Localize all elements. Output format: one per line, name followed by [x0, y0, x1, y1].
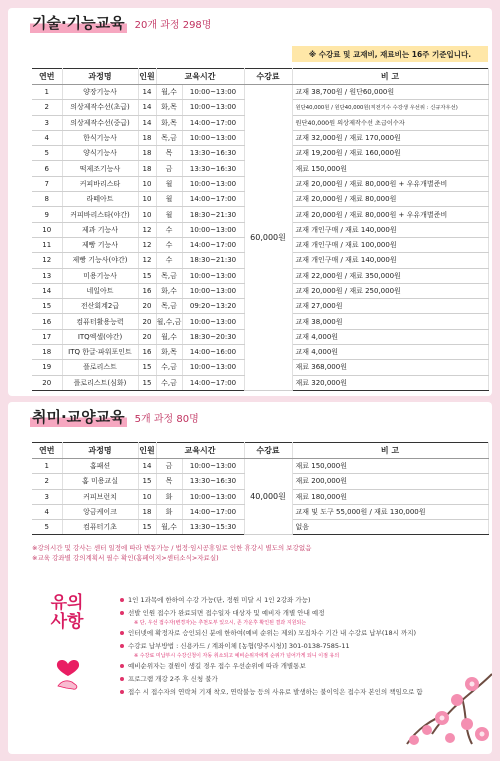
head-count: 10 [138, 207, 156, 222]
course-name: 커피바리스타(야간) [62, 207, 138, 222]
row-number: 8 [32, 192, 62, 207]
row-number: 9 [32, 207, 62, 222]
class-day: 목,금 [156, 299, 182, 314]
class-time: 10:00~13:00 [182, 222, 244, 237]
head-count: 16 [138, 345, 156, 360]
table-row [32, 85, 488, 100]
course-fee: 40,000원 [244, 459, 292, 535]
class-time: 09:20~13:20 [182, 299, 244, 314]
row-number: 3 [32, 115, 62, 130]
class-day: 화,목 [156, 345, 182, 360]
head-count: 14 [138, 115, 156, 130]
header-course: 과정명 [62, 69, 138, 85]
head-count: 14 [138, 100, 156, 115]
header-note: 비 고 [292, 443, 488, 459]
class-time: 14:00~17:00 [182, 375, 244, 390]
course-note: 원단40,000원 의상제작수선 초급이수자 [292, 115, 488, 130]
course-note: 교재 20,000원 / 재료 80,000원 + 우유개별준비 [292, 176, 488, 191]
head-count: 18 [138, 146, 156, 161]
course-name: 컴퓨터기초 [62, 520, 138, 535]
caution-item: 예비순위자는 결원이 생길 경우 접수 우선순위에 따라 개별통보 [120, 660, 465, 673]
caution-item: 선발 인원 접수가 완료되면 접수일자 대상자 및 예비자 개별 안내 예정 [120, 607, 465, 620]
footnote-plan: ※교육 강좌별 강의계획서 필수 확인(홈페이지>센터소식>자료실) [32, 554, 219, 562]
header-no: 연번 [32, 69, 62, 85]
row-number: 1 [32, 85, 62, 100]
row-number: 7 [32, 176, 62, 191]
header-note: 비 고 [292, 69, 488, 85]
head-count: 18 [138, 161, 156, 176]
class-day: 월,수 [156, 520, 182, 535]
course-note: 재료 150,000원 [292, 161, 488, 176]
row-number: 5 [32, 146, 62, 161]
head-count: 18 [138, 504, 156, 519]
header-count: 인원 [138, 69, 156, 85]
head-count: 10 [138, 192, 156, 207]
class-day: 수 [156, 237, 182, 252]
course-note: 교재 27,000원 [292, 299, 488, 314]
course-name: 의상제작수선(중급) [62, 115, 138, 130]
class-day: 화 [156, 504, 182, 519]
course-note: 재료 320,000원 [292, 375, 488, 390]
row-number: 19 [32, 360, 62, 375]
caution-title: 유의 사항 [50, 593, 84, 632]
course-fee: 60,000원 [244, 85, 292, 391]
row-number: 10 [32, 222, 62, 237]
course-name: 양장기능사 [62, 85, 138, 100]
table-row [32, 459, 488, 474]
row-number: 4 [32, 504, 62, 519]
head-count: 10 [138, 489, 156, 504]
course-note: 교재 4,000원 [292, 329, 488, 344]
header-fee: 수강료 [244, 69, 292, 85]
header-no: 연번 [32, 443, 62, 459]
class-time: 13:30~16:30 [182, 474, 244, 489]
course-note: 교재 및 도구 55,000원 / 재료 130,000원 [292, 504, 488, 519]
class-day: 화 [156, 489, 182, 504]
row-number: 2 [32, 100, 62, 115]
course-note: 교재 20,000원 / 재료 80,000원 + 우유개별준비 [292, 207, 488, 222]
row-number: 16 [32, 314, 62, 329]
head-count: 14 [138, 85, 156, 100]
class-time: 18:30~21:30 [182, 253, 244, 268]
course-name: 컴퓨터활용능력 [62, 314, 138, 329]
class-time: 10:00~13:00 [182, 100, 244, 115]
head-count: 10 [138, 176, 156, 191]
class-day: 월 [156, 192, 182, 207]
class-time: 10:00~13:00 [182, 283, 244, 298]
class-day: 수,금 [156, 375, 182, 390]
course-note: 재료 150,000원 [292, 459, 488, 474]
head-count: 15 [138, 268, 156, 283]
head-count: 20 [138, 299, 156, 314]
course-name: 제빵 기능사 [62, 237, 138, 252]
row-number: 15 [32, 299, 62, 314]
course-name: 네일아트 [62, 283, 138, 298]
class-time: 10:00~13:00 [182, 268, 244, 283]
class-time: 14:00~17:00 [182, 192, 244, 207]
course-name: 의상제작수선(초급) [62, 100, 138, 115]
head-count: 16 [138, 283, 156, 298]
hobby-course-panel [8, 402, 492, 754]
header-fee: 수강료 [244, 443, 292, 459]
course-note: 재료 200,000원 [292, 474, 488, 489]
course-name: ITQ 한글·파워포인트 [62, 345, 138, 360]
head-count: 20 [138, 314, 156, 329]
row-number: 20 [32, 375, 62, 390]
row-number: 18 [32, 345, 62, 360]
header-count: 인원 [138, 443, 156, 459]
class-day: 월,수 [156, 329, 182, 344]
course-note: 교재 19,200원 / 재료 160,000원 [292, 146, 488, 161]
course-name: 플로리스트 [62, 360, 138, 375]
course-note: 재료 368,000원 [292, 360, 488, 375]
class-time: 13:30~16:30 [182, 146, 244, 161]
class-time: 14:00~17:00 [182, 115, 244, 130]
course-name: 미용기능사 [62, 268, 138, 283]
course-name: 플로리스트(심화) [62, 375, 138, 390]
course-name: 홈패션 [62, 459, 138, 474]
course-name: 양식기능사 [62, 146, 138, 161]
row-number: 17 [32, 329, 62, 344]
course-name: 홈 미용교실 [62, 474, 138, 489]
class-day: 화,수 [156, 283, 182, 298]
head-count: 14 [138, 459, 156, 474]
section2-subtitle: 5개 과정 80명 [134, 414, 199, 425]
class-time: 10:00~13:00 [182, 130, 244, 145]
course-note: 원단40,000원 / 원단40,000원(직전기수 수강생 우선위 : 신규자우선) [292, 100, 488, 115]
course-name: 라떼아트 [62, 192, 138, 207]
course-name: 한식기능사 [62, 130, 138, 145]
head-count: 12 [138, 253, 156, 268]
section2-header [30, 406, 199, 427]
class-day: 월,수 [156, 85, 182, 100]
class-time: 10:00~13:00 [182, 459, 244, 474]
course-note: 없음 [292, 520, 488, 535]
course-note: 교재 개인구매 / 재료 140,000원 [292, 253, 488, 268]
course-note: 교재 20,000원 / 재료 250,000원 [292, 283, 488, 298]
class-time: 10:00~13:00 [182, 85, 244, 100]
head-count: 15 [138, 360, 156, 375]
cherry-blossom-icon [372, 634, 492, 754]
class-day: 목 [156, 146, 182, 161]
row-number: 13 [32, 268, 62, 283]
header-time: 교육시간 [156, 443, 244, 459]
row-number: 5 [32, 520, 62, 535]
class-time: 18:30~20:30 [182, 329, 244, 344]
class-time: 10:00~13:00 [182, 360, 244, 375]
class-day: 월 [156, 207, 182, 222]
caution-item: 수강료 납부방법 : 신용카드 / 계좌이체 [농협(양주시청)] 301-0138-7585-11 [120, 640, 465, 653]
technical-course-panel [8, 8, 492, 396]
row-number: 11 [32, 237, 62, 252]
hobby-course-table [32, 442, 489, 535]
header-time: 교육시간 [156, 69, 244, 85]
fee-notice: ※ 수강료 및 교재비, 재료비는 16주 기준입니다. [292, 46, 488, 62]
class-time: 18:30~21:30 [182, 207, 244, 222]
class-day: 목 [156, 474, 182, 489]
course-note: 교재 32,000원 / 재료 170,000원 [292, 130, 488, 145]
class-time: 10:00~13:00 [182, 176, 244, 191]
class-day: 수 [156, 253, 182, 268]
course-name: 제과 기능사 [62, 222, 138, 237]
course-note: 교재 20,000원 / 재료 80,000원 [292, 192, 488, 207]
section1-header [30, 12, 211, 33]
row-number: 12 [32, 253, 62, 268]
caution-item: ※ 수강료 미납부시 수강신청이 자동 취소되고 예비순위자에게 순위가 넘어가게 되니 이점 유의 [134, 653, 340, 660]
course-name: 전산회계2급 [62, 299, 138, 314]
head-count: 20 [138, 329, 156, 344]
course-name: 떡제조기능사 [62, 161, 138, 176]
class-day: 금 [156, 161, 182, 176]
table-header-row [32, 443, 488, 459]
course-name: ITQ엑셀(야간) [62, 329, 138, 344]
section1-title: 기술·기능교육 [32, 14, 125, 32]
row-number: 4 [32, 130, 62, 145]
head-count: 12 [138, 237, 156, 252]
head-count: 18 [138, 130, 156, 145]
course-note: 교재 개인구매 / 재료 100,000원 [292, 237, 488, 252]
course-name: 커피바리스타 [62, 176, 138, 191]
course-name: 커피브런치 [62, 489, 138, 504]
class-day: 월 [156, 176, 182, 191]
section2-title: 취미·교양교육 [32, 408, 125, 426]
technical-course-table [32, 68, 489, 391]
class-time: 14:00~17:00 [182, 504, 244, 519]
row-number: 3 [32, 489, 62, 504]
caution-item: ※ 단, 우선 접수자(변경자)는 추천도부 있으시, 존 가운후 확인된 결과 지원되는 [134, 620, 307, 627]
class-time: 13:30~15:30 [182, 520, 244, 535]
row-number: 14 [32, 283, 62, 298]
head-count: 15 [138, 474, 156, 489]
course-note: 교재 38,700원 / 원단60,000원 [292, 85, 488, 100]
class-day: 화,목 [156, 115, 182, 130]
row-number: 2 [32, 474, 62, 489]
caution-item: 접수 시 접수자의 연락처 기재 착오, 연락불능 등의 사유로 발생하는 불이익은 접수자 본인의 책임으로 함 [120, 686, 465, 699]
row-number: 6 [32, 161, 62, 176]
course-name: 앙금케이크 [62, 504, 138, 519]
section1-subtitle: 20개 과정 298명 [134, 20, 212, 31]
course-note: 교재 개인구매 / 재료 140,000원 [292, 222, 488, 237]
caution-item: 1인 1과목에 한하여 수강 가능(단, 정원 미달 시 1인 2강좌 가능) [120, 594, 465, 607]
class-day: 목,금 [156, 130, 182, 145]
heart-hand-icon [48, 652, 88, 692]
course-note: 교재 4,000원 [292, 345, 488, 360]
course-note: 교재 22,000원 / 재료 350,000원 [292, 268, 488, 283]
class-day: 목,금 [156, 268, 182, 283]
class-day: 금 [156, 459, 182, 474]
head-count: 12 [138, 222, 156, 237]
course-name: 제빵 기능사(야간) [62, 253, 138, 268]
course-note: 재료 180,000원 [292, 489, 488, 504]
head-count: 15 [138, 375, 156, 390]
class-day: 수 [156, 222, 182, 237]
head-count: 15 [138, 520, 156, 535]
class-day: 수,금 [156, 360, 182, 375]
class-day: 월,수,금 [156, 314, 182, 329]
class-time: 10:00~13:00 [182, 489, 244, 504]
class-time: 14:00~17:00 [182, 237, 244, 252]
footnote-schedule: ※강의시간 및 강사는 센터 일정에 따라 변동가능 / 법정·임시공휴일로 인한 휴강시 별도의 보강없음 [32, 544, 312, 552]
class-time: 14:00~16:00 [182, 345, 244, 360]
caution-item: 인터넷에 확정자로 승인되신 분에 한하여(예비 순위는 제외) 모집차수 기간 내 수강료 납부(18시 까지) [120, 627, 465, 640]
class-day: 화,목 [156, 100, 182, 115]
table-header-row [32, 69, 488, 85]
header-course: 과정명 [62, 443, 138, 459]
row-number: 1 [32, 459, 62, 474]
class-time: 13:30~16:30 [182, 161, 244, 176]
class-time: 10:00~13:00 [182, 314, 244, 329]
caution-item: 프로그램 개강 2주 후 신청 불가 [120, 673, 465, 686]
course-note: 교재 38,000원 [292, 314, 488, 329]
